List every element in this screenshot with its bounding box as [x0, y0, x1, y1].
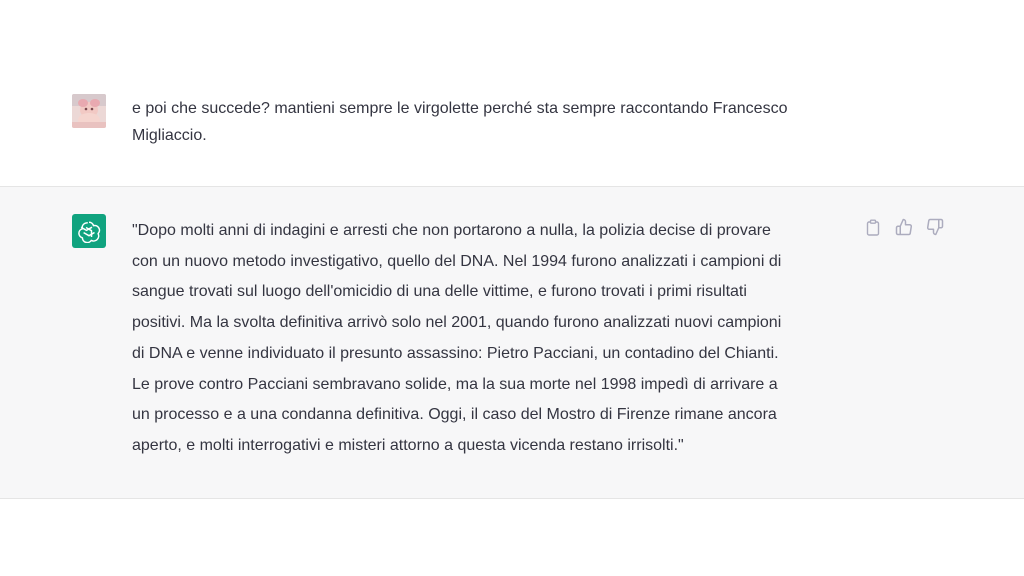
user-avatar: [72, 94, 106, 128]
user-message-text: e poi che succede? mantieni sempre le virgolette perché sta sempre raccontando Francesco Migliaccio.: [132, 100, 788, 144]
clipboard-icon: [865, 219, 881, 236]
user-photo-avatar-icon: [72, 94, 106, 128]
assistant-message: [0, 186, 1024, 499]
message-actions: [864, 218, 944, 236]
thumbs-down-icon: [926, 218, 944, 236]
openai-logo-icon: [77, 219, 101, 243]
assistant-avatar: [72, 214, 106, 248]
thumbs-up-icon: [895, 218, 913, 236]
thumbs-down-button[interactable]: [926, 218, 944, 236]
user-message: [0, 0, 1024, 186]
assistant-message-text: "Dopo molti anni di indagini e arresti che non portarono a nulla, la polizia decise di provare con un nuovo metodo investigativo, quello del DNA. Nel 1994 furono analizzati i campioni di sangue trovati sul luogo dell'omicidio di una delle vittime, e furono trovati i primi risultati positivi. Ma la svolta definitiva arrivò solo nel 2001, quando furono analizzati nuovi campioni di DNA e venne individuato il presunto assassino: Pietro Pacciani, un contadino del Chianti. Le prove contro Pacciani sembravano solide, ma la sua morte nel 1998 impedì di arrivare a un processo e a una condanna definitiva. Oggi, il caso del Mostro di Firenze rimane ancora aperto, e molti interrogativi e misteri attorno a questa vicenda restano irrisolti.": [132, 222, 782, 454]
thumbs-up-button[interactable]: [895, 218, 913, 236]
copy-button[interactable]: [864, 218, 882, 236]
